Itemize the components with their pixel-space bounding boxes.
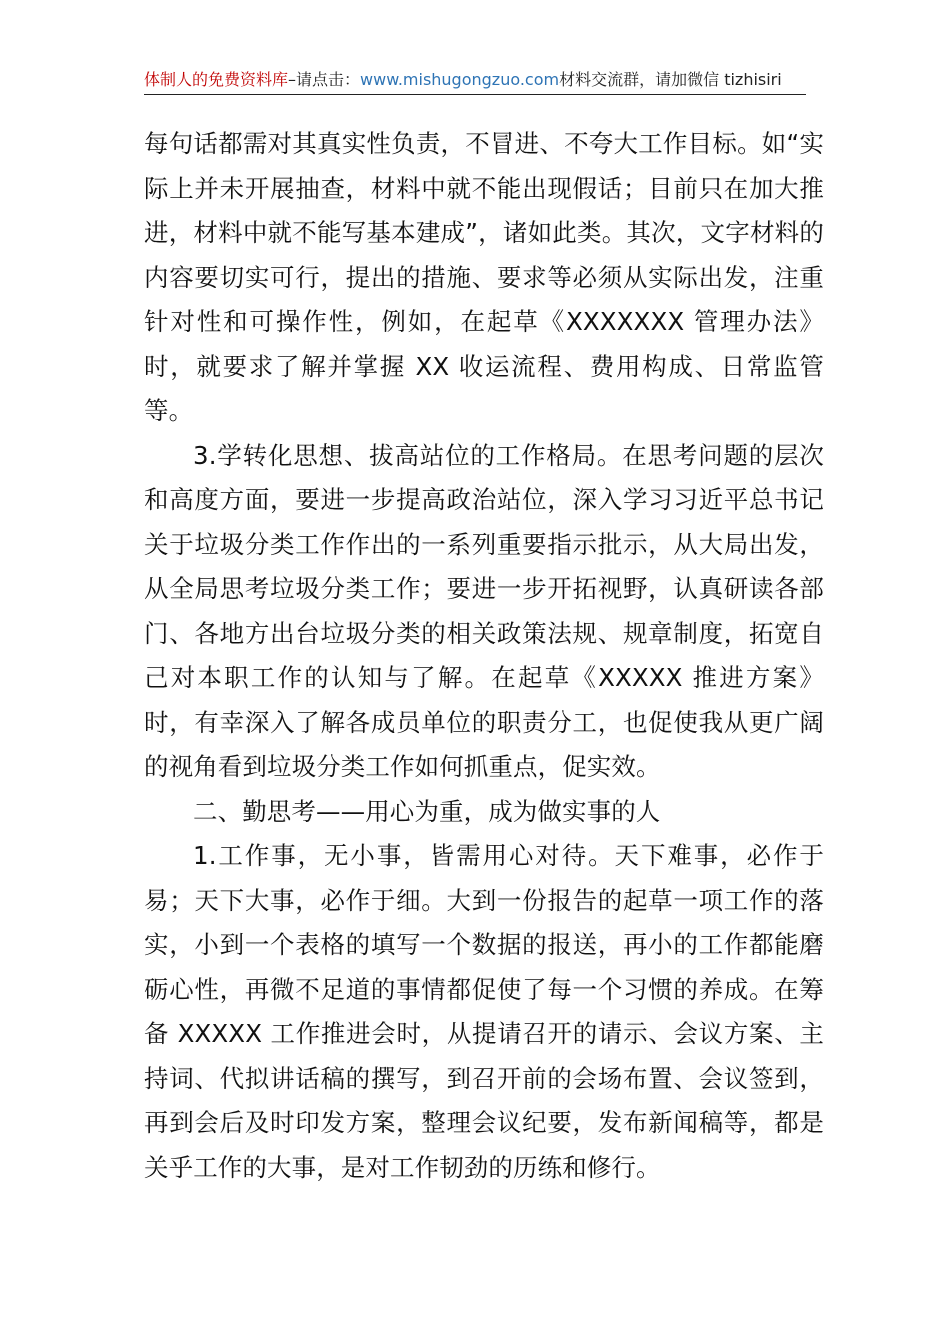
paragraph-continuation: 每句话都需对其真实性负责，不冒进、不夸大工作目标。如“实际上并未开展抽查，材料中就不能出现假话；目前只在加大推进，材料中就不能写基本建成”，诸如此类。其次，文字材料的内容要切实可行，提出的措施、要求等必须从实际出发，注重针对性和可操作性，例如，在起草《XXXXXXX 管理办法》时，就要求了解并掌握 XX 收运流程、费用构成、日常监管等。 — [144, 129, 824, 425]
header-brand: 体制人的免费资料库 — [144, 70, 289, 89]
page-header — [144, 66, 806, 95]
document-body — [144, 122, 824, 1190]
section-heading-2: 二、勤思考——用心为重，成为做实事的人 — [193, 796, 661, 826]
header-separator: –请点击： — [288, 70, 361, 89]
paragraph-section-2-1: 1.工作事，无小事，皆需用心对待。天下难事，必作于易；天下大事，必作于细。大到一份报告的起草一项工作的落实，小到一个表格的填写一个数据的报送，再小的工作都能磨砺心性，再微不足道的事情都促使了每一个习惯的养成。在筹备 XXXXX 工作推进会时，从提请召开的请示、会议方案、主持词、代拟讲话稿的撰写，到召开前的会场布置、会议签到，再到会后及时印发方案，整理会议纪要，发布新闻稿等，都是关乎工作的大事，是对工作韧劲的历练和修行。 — [144, 841, 824, 1182]
header-contact-info: 材料交流群，请加微信 tizhisiri — [559, 70, 782, 89]
paragraph-section-3: 3.学转化思想、拔高站位的工作格局。在思考问题的层次和高度方面，要进一步提高政治站位，深入学习习近平总书记关于垃圾分类工作作出的一系列重要指示批示，从大局出发，从全局思考垃圾分类工作；要进一步开拓视野，认真研读各部门、各地方出台垃圾分类的相关政策法规、规章制度，拓宽自己对本职工作的认知与了解。在起草《XXXXX 推进方案》时，有幸深入了解各成员单位的职责分工，也促使我从更广阔的视角看到垃圾分类工作如何抓重点，促实效。 — [144, 440, 824, 781]
header-url-link[interactable]: www.mishugongzuo.com — [360, 70, 560, 89]
